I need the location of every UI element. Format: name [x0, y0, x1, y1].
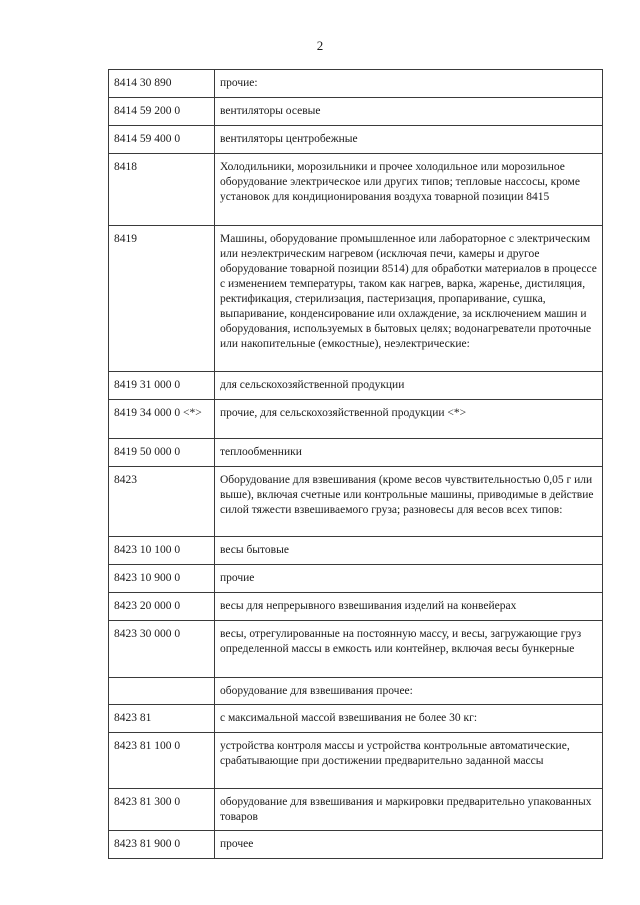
table-row	[109, 621, 603, 678]
table-row	[109, 789, 603, 831]
commodity-code-cell: 8423 81 100 0	[109, 733, 215, 789]
commodity-code-cell: 8418	[109, 154, 215, 226]
commodity-code-cell: 8423 30 000 0	[109, 621, 215, 678]
commodity-description-cell: оборудование для взвешивания прочее:	[215, 678, 603, 705]
commodity-code-cell: 8423 10 900 0	[109, 565, 215, 593]
commodity-code-cell: 8423	[109, 467, 215, 537]
commodity-code-cell: 8414 30 890	[109, 70, 215, 98]
commodity-description-cell: с максимальной массой взвешивания не более 30 кг:	[215, 705, 603, 733]
commodity-description-cell: вентиляторы осевые	[215, 98, 603, 126]
table-row	[109, 439, 603, 467]
table-row	[109, 98, 603, 126]
commodity-code-cell: 8419 50 000 0	[109, 439, 215, 467]
commodity-code-cell: 8414 59 200 0	[109, 98, 215, 126]
commodity-description-cell: оборудование для взвешивания и маркировки предварительно упакованных товаров	[215, 789, 603, 831]
table-row	[109, 733, 603, 789]
table-row	[109, 372, 603, 400]
commodity-code-cell: 8419	[109, 226, 215, 372]
table-row	[109, 831, 603, 859]
commodity-code-cell: 8419 34 000 0 <*>	[109, 400, 215, 439]
commodity-description-cell: теплообменники	[215, 439, 603, 467]
table-row	[109, 565, 603, 593]
commodity-code-cell: 8419 31 000 0	[109, 372, 215, 400]
commodity-description-cell: Холодильники, морозильники и прочее холодильное или морозильное оборудование электрическое или других типов; тепловые нассосы, кроме установок для кондиционирования воздуха товарной позиции 8415	[215, 154, 603, 226]
table-row	[109, 226, 603, 372]
commodity-code-cell: 8423 10 100 0	[109, 537, 215, 565]
commodity-description-cell: весы, отрегулированные на постоянную массу, и весы, загружающие груз определенной массы в емкость или контейнер, включая весы бункерные	[215, 621, 603, 678]
table-row	[109, 678, 603, 705]
commodity-description-cell: Машины, оборудование промышленное или лабораторное с электрическим или неэлектрическим нагревом (исключая печи, камеры и другое оборудование товарной позиции 8514) для обработки материалов в процессе с изменением температуры, таком как нагрев, варка, жаренье, дистиляция, ректификация, стерилизация, пастеризация, пропаривание, сушка, выпаривание, конденсирование или охлаждение, за исключением машин и оборудования, используемых в бытовых целях; водонагреватели проточные или накопительные (емкостные), неэлектрические:	[215, 226, 603, 372]
table-row	[109, 467, 603, 537]
commodity-code-cell: 8423 81	[109, 705, 215, 733]
commodity-description-cell: прочие:	[215, 70, 603, 98]
commodity-description-cell: прочее	[215, 831, 603, 859]
table-row	[109, 70, 603, 98]
commodity-description-cell: Оборудование для взвешивания (кроме весов чувствительностью 0,05 г или выше), включая счетные или контрольные машины, приводимые в действие силой тяжести взвешиваемого груза; разновесы для весов всех типов:	[215, 467, 603, 537]
commodity-description-cell: весы бытовые	[215, 537, 603, 565]
commodity-code-cell: 8423 81 900 0	[109, 831, 215, 859]
commodity-code-cell	[109, 678, 215, 705]
commodity-description-cell: устройства контроля массы и устройства контрольные автоматические, срабатывающие при достижении предварительно заданной массы	[215, 733, 603, 789]
commodity-description-cell: прочие, для сельскохозяйственной продукции <*>	[215, 400, 603, 439]
commodity-description-cell: весы для непрерывного взвешивания изделий на конвейерах	[215, 593, 603, 621]
commodity-description-cell: прочие	[215, 565, 603, 593]
commodity-code-cell: 8423 20 000 0	[109, 593, 215, 621]
commodity-description-cell: вентиляторы центробежные	[215, 126, 603, 154]
tnved-code-table	[108, 69, 603, 859]
table-row	[109, 705, 603, 733]
commodity-code-cell: 8414 59 400 0	[109, 126, 215, 154]
table-row	[109, 400, 603, 439]
table-row	[109, 593, 603, 621]
table-row	[109, 154, 603, 226]
commodity-description-cell: для сельскохозяйственной продукции	[215, 372, 603, 400]
commodity-code-cell: 8423 81 300 0	[109, 789, 215, 831]
table-row	[109, 537, 603, 565]
table-row	[109, 126, 603, 154]
page-number: 2	[316, 38, 324, 53]
